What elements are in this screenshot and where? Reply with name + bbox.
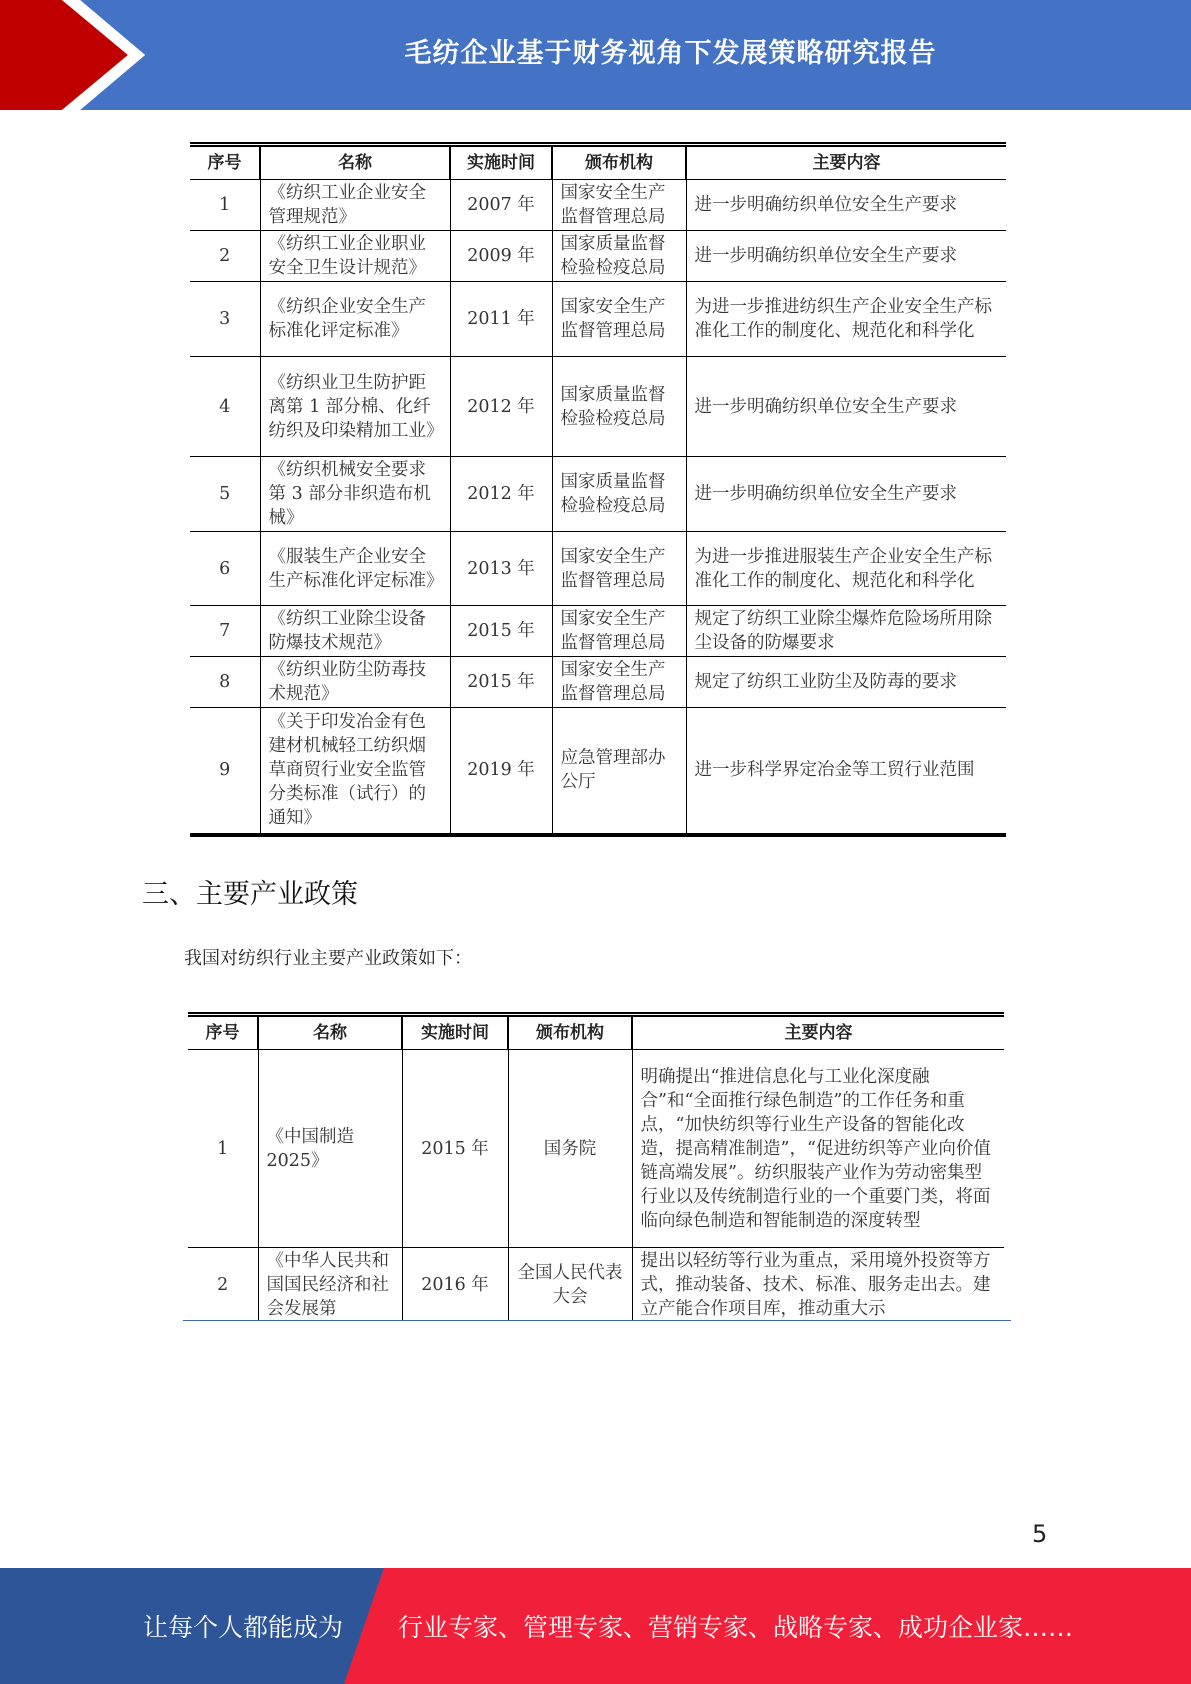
row-content: 为进一步推进纺织生产企业安全生产标准化工作的制度化、规范化和科学化 bbox=[686, 282, 1006, 357]
header-content: 主要内容 bbox=[686, 145, 1006, 180]
section-intro: 我国对纺织行业主要产业政策如下： bbox=[184, 948, 472, 969]
table-row bbox=[190, 282, 1006, 357]
header-agency: 颁布机构 bbox=[552, 145, 686, 180]
row-content: 进一步明确纺织单位安全生产要求 bbox=[686, 231, 1006, 282]
row-index: 6 bbox=[190, 532, 260, 606]
header-content: 主要内容 bbox=[632, 1015, 1004, 1050]
page-number: 5 bbox=[1032, 1520, 1048, 1548]
header-name: 名称 bbox=[260, 145, 450, 180]
row-index: 4 bbox=[190, 357, 260, 457]
row-agency: 国家质量监督检验检疫总局 bbox=[552, 357, 686, 457]
header-date: 实施时间 bbox=[450, 145, 552, 180]
row-name: 《中国制造 2025》 bbox=[258, 1050, 402, 1248]
table-row bbox=[190, 708, 1006, 835]
row-index: 1 bbox=[190, 180, 260, 231]
section-heading: 三、主要产业政策 bbox=[142, 879, 358, 910]
row-content: 进一步明确纺织单位安全生产要求 bbox=[686, 180, 1006, 231]
row-date: 2015 年 bbox=[402, 1050, 508, 1248]
row-date: 2012 年 bbox=[450, 457, 552, 532]
row-date: 2016 年 bbox=[402, 1248, 508, 1321]
table-row bbox=[190, 532, 1006, 606]
table-row bbox=[188, 1050, 1004, 1248]
row-index: 2 bbox=[188, 1248, 258, 1321]
header-date: 实施时间 bbox=[402, 1015, 508, 1050]
row-content: 进一步明确纺织单位安全生产要求 bbox=[686, 357, 1006, 457]
row-agency: 国家质量监督检验检疫总局 bbox=[552, 231, 686, 282]
row-agency: 国家安全生产监督管理总局 bbox=[552, 606, 686, 657]
table-header-row bbox=[188, 1015, 1004, 1050]
row-content: 为进一步推进服装生产企业安全生产标准化工作的制度化、规范化和科学化 bbox=[686, 532, 1006, 606]
row-agency: 全国人民代表大会 bbox=[508, 1248, 632, 1321]
row-content: 明确提出“推进信息化与工业化深度融合”和“全面推行绿色制造”的工作任务和重点，“加快纺织等行业生产设备的智能化改造，提高精准制造”，“促进纺织等产业向价值链高端发展”。纺织服装产业作为劳动密集型行业以及传统制造行业的一个重要门类，将面临向绿色制造和智能制造的深度转型 bbox=[632, 1050, 1004, 1248]
row-index: 7 bbox=[190, 606, 260, 657]
row-agency: 国家质量监督检验检疫总局 bbox=[552, 457, 686, 532]
row-name: 《中华人民共和国国民经济和社会发展第 bbox=[258, 1248, 402, 1321]
report-title: 毛纺企业基于财务视角下发展策略研究报告 bbox=[404, 37, 937, 69]
row-agency: 国家安全生产监督管理总局 bbox=[552, 180, 686, 231]
row-name: 《纺织机械安全要求第 3 部分非织造布机械》 bbox=[260, 457, 450, 532]
row-agency: 国务院 bbox=[508, 1050, 632, 1248]
row-index: 2 bbox=[190, 231, 260, 282]
table-header-row bbox=[190, 145, 1006, 180]
row-name: 《纺织工业企业职业安全卫生设计规范》 bbox=[260, 231, 450, 282]
row-date: 2019 年 bbox=[450, 708, 552, 835]
row-date: 2015 年 bbox=[450, 606, 552, 657]
row-name: 《纺织业卫生防护距离第 1 部分棉、化纤纺织及印染精加工业》 bbox=[260, 357, 450, 457]
policy-table bbox=[188, 1012, 1004, 1320]
row-name: 《纺织业防尘防毒技术规范》 bbox=[260, 657, 450, 708]
footer-slogan-left: 让每个人都能成为 bbox=[143, 1613, 344, 1642]
table-row bbox=[190, 606, 1006, 657]
row-content: 提出以轻纺等行业为重点，采用境外投资等方式，推动装备、技术、标准、服务走出去。建立产能合作项目库，推动重大示 bbox=[632, 1248, 1004, 1321]
header-banner bbox=[0, 0, 1191, 110]
row-name: 《关于印发冶金有色建材机械轻工纺织烟草商贸行业安全监管分类标准（试行）的通知》 bbox=[260, 708, 450, 835]
row-index: 8 bbox=[190, 657, 260, 708]
row-date: 2015 年 bbox=[450, 657, 552, 708]
table-row bbox=[190, 457, 1006, 532]
policy-table-clip bbox=[180, 1010, 1010, 1320]
row-name: 《纺织工业除尘设备防爆技术规范》 bbox=[260, 606, 450, 657]
row-index: 5 bbox=[190, 457, 260, 532]
table-clip-rule bbox=[183, 1320, 1011, 1321]
row-index: 9 bbox=[190, 708, 260, 835]
footer-banner bbox=[0, 1568, 1191, 1684]
header-agency: 颁布机构 bbox=[508, 1015, 632, 1050]
row-content: 进一步明确纺织单位安全生产要求 bbox=[686, 457, 1006, 532]
table-row bbox=[188, 1248, 1004, 1321]
row-date: 2012 年 bbox=[450, 357, 552, 457]
table-row bbox=[190, 180, 1006, 231]
row-name: 《纺织工业企业安全管理规范》 bbox=[260, 180, 450, 231]
row-content: 进一步科学界定冶金等工贸行业范围 bbox=[686, 708, 1006, 835]
row-agency: 国家安全生产监督管理总局 bbox=[552, 282, 686, 357]
row-index: 1 bbox=[188, 1050, 258, 1248]
row-content: 规定了纺织工业除尘爆炸危险场所用除尘设备的防爆要求 bbox=[686, 606, 1006, 657]
footer-slogan-right: 行业专家、管理专家、营销专家、战略专家、成功企业家…… bbox=[398, 1613, 1074, 1642]
row-name: 《纺织企业安全生产标准化评定标准》 bbox=[260, 282, 450, 357]
row-agency: 国家安全生产监督管理总局 bbox=[552, 657, 686, 708]
row-date: 2011 年 bbox=[450, 282, 552, 357]
header-name: 名称 bbox=[258, 1015, 402, 1050]
table-row bbox=[190, 231, 1006, 282]
row-agency: 应急管理部办公厅 bbox=[552, 708, 686, 835]
header-index: 序号 bbox=[188, 1015, 258, 1050]
row-agency: 国家安全生产监督管理总局 bbox=[552, 532, 686, 606]
row-date: 2009 年 bbox=[450, 231, 552, 282]
row-index: 3 bbox=[190, 282, 260, 357]
row-date: 2007 年 bbox=[450, 180, 552, 231]
standards-table bbox=[190, 142, 1006, 837]
table-row bbox=[190, 357, 1006, 457]
row-name: 《服装生产企业安全生产标准化评定标准》 bbox=[260, 532, 450, 606]
row-date: 2013 年 bbox=[450, 532, 552, 606]
table-row bbox=[190, 657, 1006, 708]
header-index: 序号 bbox=[190, 145, 260, 180]
row-content: 规定了纺织工业防尘及防毒的要求 bbox=[686, 657, 1006, 708]
